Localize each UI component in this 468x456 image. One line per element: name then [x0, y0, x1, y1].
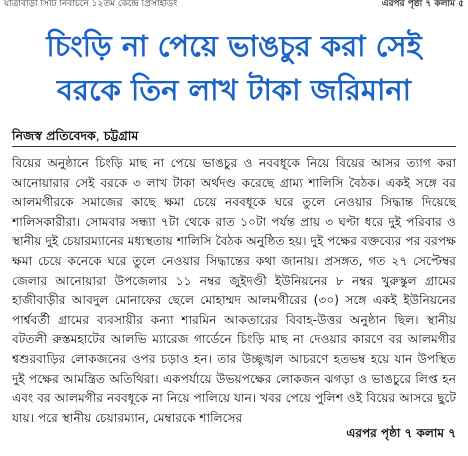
byline [12, 128, 138, 148]
headline-line-1: চিংড়ি না পেয়ে ভাঙচুর করা সেই [46, 29, 422, 63]
byline-divider [12, 146, 456, 147]
headline-line-2: বরকে তিন লাখ টাকা জরিমানা [56, 73, 412, 107]
byline-separator: , [95, 128, 104, 143]
headline [0, 24, 468, 112]
byline-reporter: নিজস্ব প্রতিবেদক [12, 128, 96, 143]
article-body [12, 154, 456, 428]
article-continued-label: এরপর পৃষ্ঠা ৭ কলাম ৭ [346, 426, 456, 440]
byline-location: চট্টগ্রাম [103, 128, 139, 143]
top-strip-left-text: যাত্রাবাড়ী সিটি নির্বাচনে ১২তম কেন্দ্রে প্রিসাইডিং [4, 0, 178, 9]
article-body-text: বিয়ের অনুষ্ঠানে চিংড়ি মাছ না পেয়ে ভাঙচুর ও নববধূকে নিয়ে বিয়ের আসর ত্যাগ করা আনোয়ারার সেই বরকে ৩ লাখ টাকা অর্থদণ্ড করেছে গ্রাম্য শালিসি বৈঠক। একই সঙ্গে বর আলমগীরকে সমাজের কাছে ক্ষমা চেয়ে নববধূকে ঘরে তুলে নেওয়ার সিদ্ধান্ত দিয়েছে শালিসকারীরা। সোমবার সন্ধ্যা ৭টা থেকে রাত ১০টা পর্যন্ত প্রায় ৩ ঘণ্টা ধরে দুই পরিবার ও স্থানীয় দুই চেয়ারম্যানের মধ্যস্থতায় শালিসি বৈঠক অনুষ্ঠিত হয়। দুই পক্ষের বক্তব্যের পর বরপক্ষ ক্ষমা চেয়ে কনেকে ঘরে তুলে নেওয়ার সিদ্ধান্তের কথা জানায়। প্রসঙ্গত, গত ২৭ সেপ্টেম্বর জেলার আনোয়ারা উপজেলার ১১ নম্বর জুইদণ্ডী ইউনিয়নের ৮ নম্বর খুরুস্কুল গ্রামের হাজীবাড়ীর আবদুল মোনাফের ছেলে মোহাম্মদ আলমগীরের (৩০) সঙ্গে একই ইউনিয়নের পার্শ্ববর্তী গ্রামের ব্যবসায়ীর কন্যা শারমিন আকতারের বিবাহ-উত্তর অনুষ্ঠান ছিল। স্থানীয় বটতলী রুস্তমহাটের আলভি ম্যারেজ গার্ডেনে চিংড়ি মাছ না দেওয়ার কারণে বর আলমগীর শ্বশুরবাড়ির লোকজনের ওপর চড়াও হন। তার উচ্ছৃঙ্খল আচরণে হতভম্ব হয়ে যান উপস্থিত দুই পক্ষের আমন্ত্রিত অতিথিরা। একপর্যায়ে উভয়পক্ষের লোকজন ঝগড়া ও ভাঙচুরে লিপ্ত হন এবং বর আলমগীর নববধূকে না নিয়ে পালিয়ে যান। খবর পেয়ে পুলিশ ওই বিয়ের আসরে ছুটে যায়। পরে স্থানীয় চেয়ারম্যান, মেম্বারকে শালিসের [12, 156, 456, 425]
top-strip-continued-text: এরপর পৃষ্ঠা ৭ কলাম ৫ [381, 0, 464, 9]
top-strip [0, 0, 468, 12]
